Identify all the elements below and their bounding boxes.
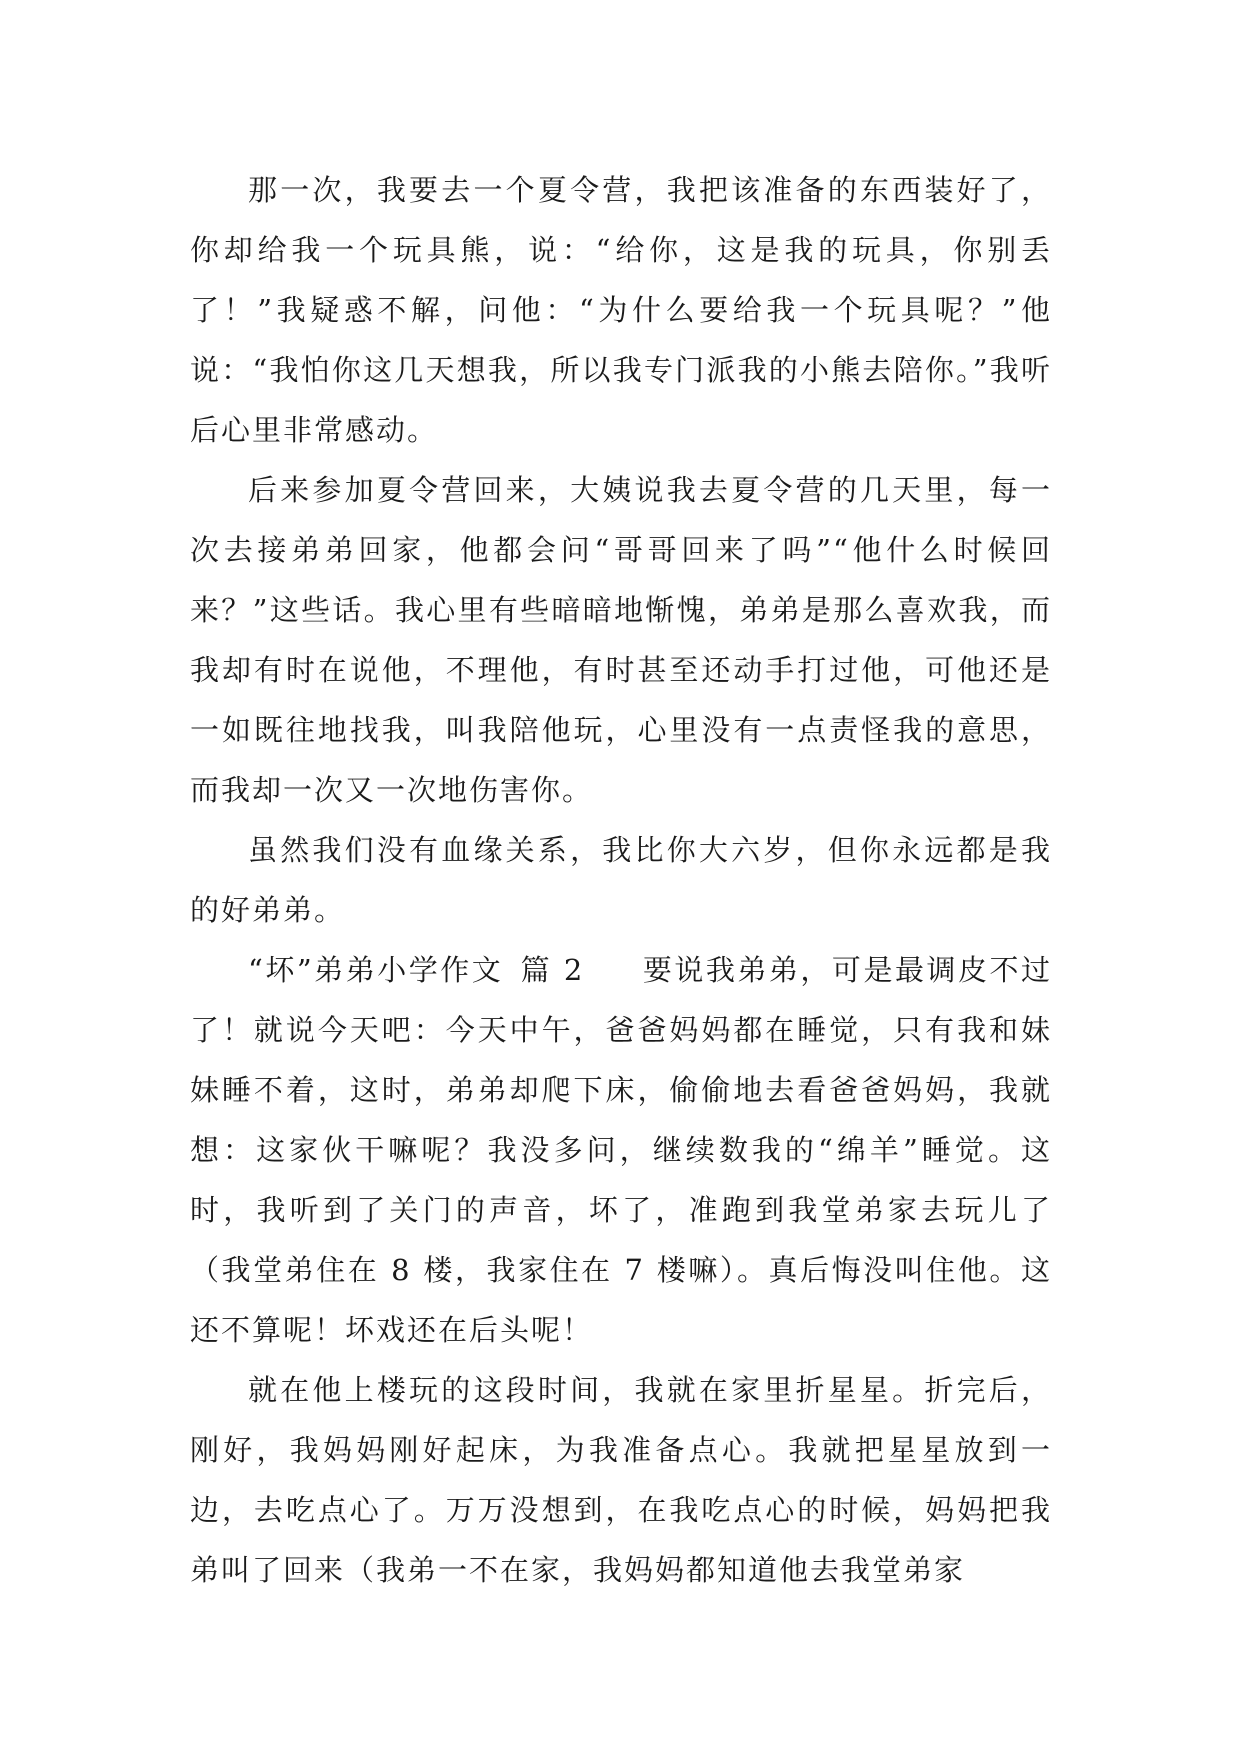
paragraph: 那一次，我要去一个夏令营，我把该准备的东西装好了，你却给我一个玩具熊，说：“给你，这是我的玩具，你别丢了！”我疑惑不解，问他：“为什么要给我一个玩具呢？”他说：“我怕你这几天想我，所以我专门派我的小熊去陪你。”我听后心里非常感动。 [190,173,1052,447]
essay-2-paragraph [190,940,1052,1360]
essay-number: 篇 2 [520,953,585,987]
paragraph: 虽然我们没有血缘关系，我比你大六岁，但你永远都是我的好弟弟。 [190,833,1052,927]
paragraph: 就在他上楼玩的这段时间，我就在家里折星星。折完后，刚好，我妈妈刚好起床，为我准备点心。我就把星星放到一边，去吃点心了。万万没想到，在我吃点心的时候，妈妈把我弟叫了回来（我弟一不在家，我妈妈都知道他去我堂弟家 [190,1373,1052,1587]
essay-title: “坏”弟弟小学作文 [248,953,504,987]
document-page [190,160,1052,1600]
essay-2-text: 要说我弟弟，可是最调皮不过了！就说今天吧：今天中午，爸爸妈妈都在睡觉，只有我和妹妹睡不着，这时，弟弟却爬下床，偷偷地去看爸爸妈妈，我就想：这家伙干嘛呢？我没多问，继续数我的“绵羊”睡觉。这时，我听到了关门的声音，坏了，准跑到我堂弟家去玩儿了（我堂弟住在 8 楼，我家住在 7 楼嘛）。真后悔没叫住他。这还不算呢！坏戏还在后头呢！ [190,953,1053,1347]
paragraph: 后来参加夏令营回来，大姨说我去夏令营的几天里，每一次去接弟弟回家，他都会问“哥哥回来了吗”“他什么时候回来？”这些话。我心里有些暗暗地惭愧，弟弟是那么喜欢我，而我却有时在说他，不理他，有时甚至还动手打过他，可他还是一如既往地找我，叫我陪他玩，心里没有一点责怪我的意思，而我却一次又一次地伤害你。 [190,473,1052,807]
